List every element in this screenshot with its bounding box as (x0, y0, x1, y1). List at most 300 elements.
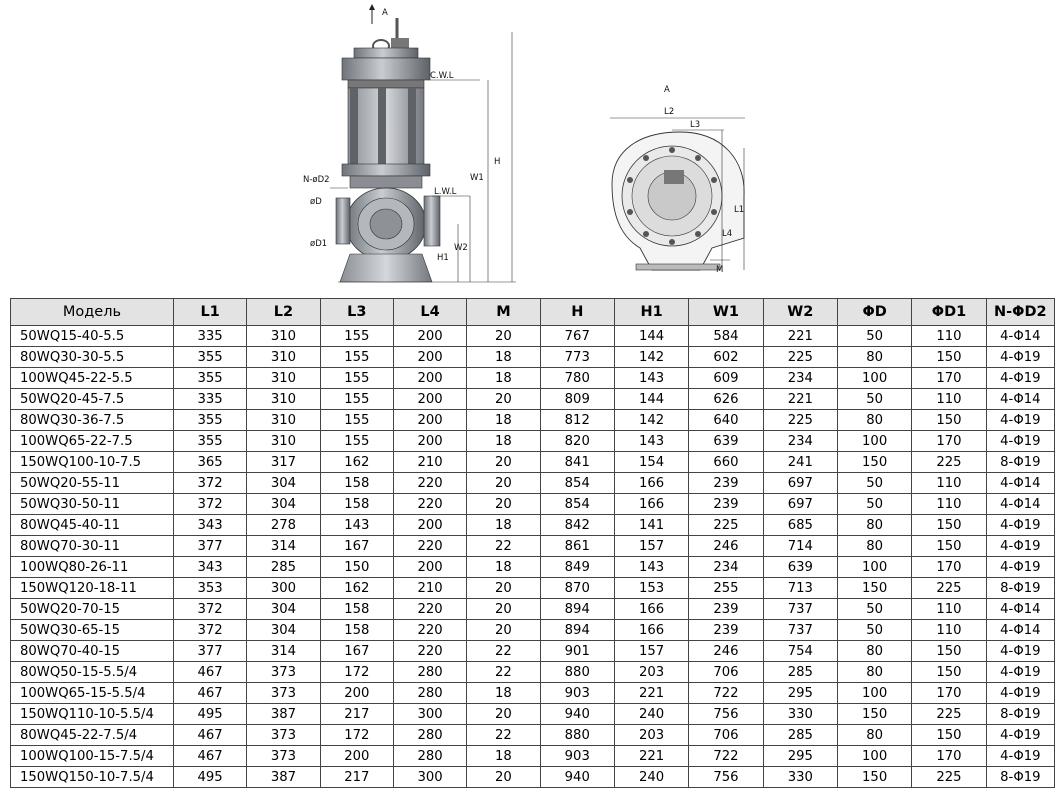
value-cell: 737 (763, 599, 837, 620)
value-cell: 4-Φ14 (986, 494, 1054, 515)
value-cell: 150 (912, 515, 986, 536)
value-cell: 304 (247, 599, 320, 620)
model-cell: 150WQ110-10-5.5/4 (11, 704, 174, 725)
column-header: ΦD1 (912, 299, 986, 326)
value-cell: 894 (540, 620, 614, 641)
value-cell: 314 (247, 536, 320, 557)
value-cell: 50 (837, 599, 911, 620)
value-cell: 609 (689, 368, 763, 389)
value-cell: 144 (614, 389, 688, 410)
value-cell: 221 (614, 683, 688, 704)
side-label-lwl: L.W.L (434, 187, 457, 197)
value-cell: 155 (320, 431, 393, 452)
column-header: W1 (689, 299, 763, 326)
value-cell: 697 (763, 494, 837, 515)
value-cell: 278 (247, 515, 320, 536)
value-cell: 495 (173, 704, 246, 725)
value-cell: 854 (540, 494, 614, 515)
value-cell: 18 (467, 557, 540, 578)
value-cell: 880 (540, 662, 614, 683)
table-row (11, 767, 1055, 788)
side-label-h1: H1 (437, 253, 449, 263)
value-cell: 210 (393, 578, 466, 599)
table-row (11, 683, 1055, 704)
value-cell: 50 (837, 326, 911, 347)
value-cell: 221 (763, 326, 837, 347)
value-cell: 626 (689, 389, 763, 410)
value-cell: 150 (837, 578, 911, 599)
side-label-a: A (382, 8, 388, 18)
value-cell: 330 (763, 767, 837, 788)
model-cell: 50WQ30-50-11 (11, 494, 174, 515)
value-cell: 240 (614, 704, 688, 725)
model-cell: 80WQ45-40-11 (11, 515, 174, 536)
value-cell: 300 (393, 767, 466, 788)
value-cell: 4-Φ19 (986, 347, 1054, 368)
value-cell: 200 (393, 368, 466, 389)
value-cell: 220 (393, 536, 466, 557)
pump-dimensions-table (10, 298, 1055, 788)
value-cell: 225 (912, 452, 986, 473)
value-cell: 4-Φ14 (986, 326, 1054, 347)
column-header: L1 (173, 299, 246, 326)
value-cell: 50 (837, 389, 911, 410)
value-cell: 310 (247, 347, 320, 368)
value-cell: 158 (320, 494, 393, 515)
value-cell: 355 (173, 347, 246, 368)
value-cell: 100 (837, 683, 911, 704)
value-cell: 162 (320, 578, 393, 599)
value-cell: 150 (837, 767, 911, 788)
value-cell: 639 (689, 431, 763, 452)
model-cell: 50WQ20-45-7.5 (11, 389, 174, 410)
value-cell: 903 (540, 746, 614, 767)
value-cell: 467 (173, 746, 246, 767)
value-cell: 200 (393, 347, 466, 368)
model-cell: 100WQ100-15-7.5/4 (11, 746, 174, 767)
value-cell: 110 (912, 494, 986, 515)
value-cell: 706 (689, 725, 763, 746)
model-cell: 80WQ70-40-15 (11, 641, 174, 662)
value-cell: 285 (763, 725, 837, 746)
value-cell: 143 (320, 515, 393, 536)
table-row (11, 494, 1055, 515)
value-cell: 280 (393, 683, 466, 704)
table-row (11, 578, 1055, 599)
value-cell: 4-Φ19 (986, 746, 1054, 767)
value-cell: 343 (173, 515, 246, 536)
value-cell: 239 (689, 599, 763, 620)
value-cell: 773 (540, 347, 614, 368)
value-cell: 387 (247, 767, 320, 788)
value-cell: 18 (467, 746, 540, 767)
table-row (11, 662, 1055, 683)
model-cell: 100WQ65-15-5.5/4 (11, 683, 174, 704)
model-cell: 150WQ100-10-7.5 (11, 452, 174, 473)
value-cell: 80 (837, 410, 911, 431)
value-cell: 220 (393, 641, 466, 662)
value-cell: 335 (173, 326, 246, 347)
value-cell: 18 (467, 683, 540, 704)
value-cell: 639 (763, 557, 837, 578)
value-cell: 221 (614, 746, 688, 767)
model-cell: 80WQ30-36-7.5 (11, 410, 174, 431)
value-cell: 167 (320, 641, 393, 662)
value-cell: 467 (173, 683, 246, 704)
table-row (11, 473, 1055, 494)
value-cell: 203 (614, 725, 688, 746)
value-cell: 310 (247, 368, 320, 389)
value-cell: 110 (912, 389, 986, 410)
value-cell: 80 (837, 347, 911, 368)
value-cell: 377 (173, 536, 246, 557)
value-cell: 4-Φ19 (986, 683, 1054, 704)
value-cell: 170 (912, 557, 986, 578)
value-cell: 8-Φ19 (986, 578, 1054, 599)
value-cell: 200 (393, 515, 466, 536)
model-cell: 150WQ120-18-11 (11, 578, 174, 599)
value-cell: 8-Φ19 (986, 452, 1054, 473)
value-cell: 940 (540, 704, 614, 725)
value-cell: 143 (614, 368, 688, 389)
value-cell: 220 (393, 494, 466, 515)
value-cell: 602 (689, 347, 763, 368)
table-row (11, 347, 1055, 368)
value-cell: 210 (393, 452, 466, 473)
value-cell: 80 (837, 725, 911, 746)
side-label-nd2: N-øD2 (303, 175, 330, 185)
value-cell: 300 (247, 578, 320, 599)
column-header: L3 (320, 299, 393, 326)
table-header-row (11, 299, 1055, 326)
value-cell: 722 (689, 683, 763, 704)
value-cell: 154 (614, 452, 688, 473)
table-row (11, 557, 1055, 578)
value-cell: 142 (614, 410, 688, 431)
value-cell: 18 (467, 410, 540, 431)
value-cell: 714 (763, 536, 837, 557)
value-cell: 373 (247, 746, 320, 767)
value-cell: 155 (320, 410, 393, 431)
column-header: ΦD (837, 299, 911, 326)
value-cell: 495 (173, 767, 246, 788)
value-cell: 200 (393, 326, 466, 347)
table-row (11, 326, 1055, 347)
model-cell: 100WQ45-22-5.5 (11, 368, 174, 389)
side-label-d: øD (310, 197, 322, 207)
value-cell: 157 (614, 641, 688, 662)
value-cell: 18 (467, 515, 540, 536)
table-row (11, 431, 1055, 452)
value-cell: 372 (173, 494, 246, 515)
table-row (11, 536, 1055, 557)
value-cell: 310 (247, 431, 320, 452)
value-cell: 903 (540, 683, 614, 704)
column-header-model: Модель (11, 299, 174, 326)
table-row (11, 515, 1055, 536)
value-cell: 170 (912, 746, 986, 767)
value-cell: 200 (393, 389, 466, 410)
value-cell: 172 (320, 662, 393, 683)
model-cell: 100WQ80-26-11 (11, 557, 174, 578)
value-cell: 280 (393, 662, 466, 683)
value-cell: 767 (540, 326, 614, 347)
value-cell: 4-Φ19 (986, 368, 1054, 389)
value-cell: 200 (393, 431, 466, 452)
value-cell: 255 (689, 578, 763, 599)
value-cell: 4-Φ19 (986, 515, 1054, 536)
value-cell: 221 (763, 389, 837, 410)
column-header: M (467, 299, 540, 326)
value-cell: 110 (912, 326, 986, 347)
column-header: H (540, 299, 614, 326)
value-cell: 203 (614, 662, 688, 683)
model-cell: 80WQ70-30-11 (11, 536, 174, 557)
model-cell: 80WQ45-22-7.5/4 (11, 725, 174, 746)
value-cell: 355 (173, 368, 246, 389)
value-cell: 373 (247, 725, 320, 746)
value-cell: 365 (173, 452, 246, 473)
value-cell: 706 (689, 662, 763, 683)
value-cell: 225 (912, 578, 986, 599)
top-label-l2: L2 (664, 107, 675, 117)
value-cell: 4-Φ14 (986, 599, 1054, 620)
value-cell: 373 (247, 662, 320, 683)
value-cell: 640 (689, 410, 763, 431)
value-cell: 697 (763, 473, 837, 494)
value-cell: 304 (247, 494, 320, 515)
top-label-m: M (716, 265, 724, 275)
value-cell: 280 (393, 725, 466, 746)
value-cell: 18 (467, 368, 540, 389)
table-row (11, 599, 1055, 620)
value-cell: 285 (247, 557, 320, 578)
value-cell: 660 (689, 452, 763, 473)
value-cell: 372 (173, 599, 246, 620)
value-cell: 387 (247, 704, 320, 725)
value-cell: 166 (614, 473, 688, 494)
value-cell: 880 (540, 725, 614, 746)
column-header: N-ΦD2 (986, 299, 1054, 326)
value-cell: 217 (320, 767, 393, 788)
value-cell: 310 (247, 389, 320, 410)
value-cell: 150 (912, 347, 986, 368)
value-cell: 239 (689, 494, 763, 515)
value-cell: 841 (540, 452, 614, 473)
value-cell: 80 (837, 515, 911, 536)
value-cell: 155 (320, 347, 393, 368)
value-cell: 200 (393, 410, 466, 431)
value-cell: 812 (540, 410, 614, 431)
value-cell: 100 (837, 431, 911, 452)
value-cell: 80 (837, 662, 911, 683)
value-cell: 849 (540, 557, 614, 578)
value-cell: 166 (614, 494, 688, 515)
value-cell: 20 (467, 578, 540, 599)
value-cell: 20 (467, 767, 540, 788)
value-cell: 304 (247, 620, 320, 641)
value-cell: 894 (540, 599, 614, 620)
value-cell: 155 (320, 326, 393, 347)
value-cell: 854 (540, 473, 614, 494)
value-cell: 153 (614, 578, 688, 599)
value-cell: 241 (763, 452, 837, 473)
value-cell: 20 (467, 494, 540, 515)
value-cell: 166 (614, 599, 688, 620)
value-cell: 100 (837, 746, 911, 767)
value-cell: 754 (763, 641, 837, 662)
value-cell: 110 (912, 620, 986, 641)
table-row (11, 620, 1055, 641)
value-cell: 170 (912, 431, 986, 452)
value-cell: 713 (763, 578, 837, 599)
table-row (11, 389, 1055, 410)
value-cell: 200 (393, 557, 466, 578)
value-cell: 353 (173, 578, 246, 599)
value-cell: 158 (320, 473, 393, 494)
table-row (11, 410, 1055, 431)
value-cell: 20 (467, 620, 540, 641)
side-label-w2: W2 (454, 243, 468, 253)
side-label-h: H (494, 157, 501, 167)
value-cell: 170 (912, 683, 986, 704)
value-cell: 220 (393, 599, 466, 620)
value-cell: 18 (467, 431, 540, 452)
value-cell: 225 (763, 410, 837, 431)
value-cell: 4-Φ14 (986, 620, 1054, 641)
model-cell: 100WQ65-22-7.5 (11, 431, 174, 452)
value-cell: 842 (540, 515, 614, 536)
value-cell: 373 (247, 683, 320, 704)
model-cell: 80WQ50-15-5.5/4 (11, 662, 174, 683)
value-cell: 50 (837, 620, 911, 641)
value-cell: 4-Φ14 (986, 389, 1054, 410)
value-cell: 20 (467, 473, 540, 494)
value-cell: 310 (247, 410, 320, 431)
value-cell: 20 (467, 452, 540, 473)
value-cell: 372 (173, 620, 246, 641)
table-row (11, 452, 1055, 473)
value-cell: 295 (763, 683, 837, 704)
value-cell: 20 (467, 326, 540, 347)
value-cell: 355 (173, 431, 246, 452)
value-cell: 200 (320, 683, 393, 704)
value-cell: 155 (320, 389, 393, 410)
top-label-a: A (664, 85, 670, 95)
value-cell: 584 (689, 326, 763, 347)
value-cell: 285 (763, 662, 837, 683)
value-cell: 870 (540, 578, 614, 599)
value-cell: 150 (320, 557, 393, 578)
value-cell: 217 (320, 704, 393, 725)
value-cell: 372 (173, 473, 246, 494)
value-cell: 20 (467, 389, 540, 410)
value-cell: 20 (467, 599, 540, 620)
value-cell: 4-Φ19 (986, 536, 1054, 557)
side-label-d1: øD1 (310, 239, 328, 249)
technical-drawings (0, 0, 1063, 298)
value-cell: 8-Φ19 (986, 704, 1054, 725)
model-cell: 50WQ20-70-15 (11, 599, 174, 620)
value-cell: 240 (614, 767, 688, 788)
value-cell: 157 (614, 536, 688, 557)
value-cell: 330 (763, 704, 837, 725)
value-cell: 355 (173, 410, 246, 431)
value-cell: 22 (467, 641, 540, 662)
value-cell: 722 (689, 746, 763, 767)
value-cell: 756 (689, 704, 763, 725)
value-cell: 100 (837, 368, 911, 389)
value-cell: 304 (247, 473, 320, 494)
value-cell: 335 (173, 389, 246, 410)
column-header: L4 (393, 299, 466, 326)
value-cell: 155 (320, 368, 393, 389)
value-cell: 225 (912, 704, 986, 725)
value-cell: 343 (173, 557, 246, 578)
value-cell: 685 (763, 515, 837, 536)
table-row (11, 725, 1055, 746)
column-header: W2 (763, 299, 837, 326)
value-cell: 467 (173, 725, 246, 746)
value-cell: 150 (837, 452, 911, 473)
model-cell: 50WQ20-55-11 (11, 473, 174, 494)
value-cell: 22 (467, 536, 540, 557)
value-cell: 150 (912, 725, 986, 746)
value-cell: 234 (763, 431, 837, 452)
value-cell: 246 (689, 536, 763, 557)
value-cell: 110 (912, 473, 986, 494)
value-cell: 4-Φ19 (986, 557, 1054, 578)
value-cell: 239 (689, 473, 763, 494)
value-cell: 4-Φ14 (986, 473, 1054, 494)
value-cell: 225 (912, 767, 986, 788)
column-header: L2 (247, 299, 320, 326)
model-cell: 80WQ30-30-5.5 (11, 347, 174, 368)
value-cell: 246 (689, 641, 763, 662)
value-cell: 110 (912, 599, 986, 620)
value-cell: 314 (247, 641, 320, 662)
column-header: H1 (614, 299, 688, 326)
value-cell: 4-Φ19 (986, 662, 1054, 683)
top-label-l1: L1 (734, 205, 745, 215)
value-cell: 141 (614, 515, 688, 536)
model-cell: 50WQ15-40-5.5 (11, 326, 174, 347)
table-row (11, 641, 1055, 662)
value-cell: 150 (912, 536, 986, 557)
value-cell: 166 (614, 620, 688, 641)
value-cell: 300 (393, 704, 466, 725)
value-cell: 310 (247, 326, 320, 347)
value-cell: 150 (837, 704, 911, 725)
value-cell: 172 (320, 725, 393, 746)
value-cell: 158 (320, 620, 393, 641)
model-cell: 50WQ30-65-15 (11, 620, 174, 641)
value-cell: 220 (393, 473, 466, 494)
table-row (11, 368, 1055, 389)
value-cell: 820 (540, 431, 614, 452)
side-label-cwl: C.W.L (430, 71, 454, 81)
value-cell: 280 (393, 746, 466, 767)
value-cell: 901 (540, 641, 614, 662)
value-cell: 100 (837, 557, 911, 578)
value-cell: 861 (540, 536, 614, 557)
value-cell: 162 (320, 452, 393, 473)
value-cell: 940 (540, 767, 614, 788)
value-cell: 18 (467, 347, 540, 368)
table-row (11, 746, 1055, 767)
value-cell: 780 (540, 368, 614, 389)
value-cell: 143 (614, 431, 688, 452)
